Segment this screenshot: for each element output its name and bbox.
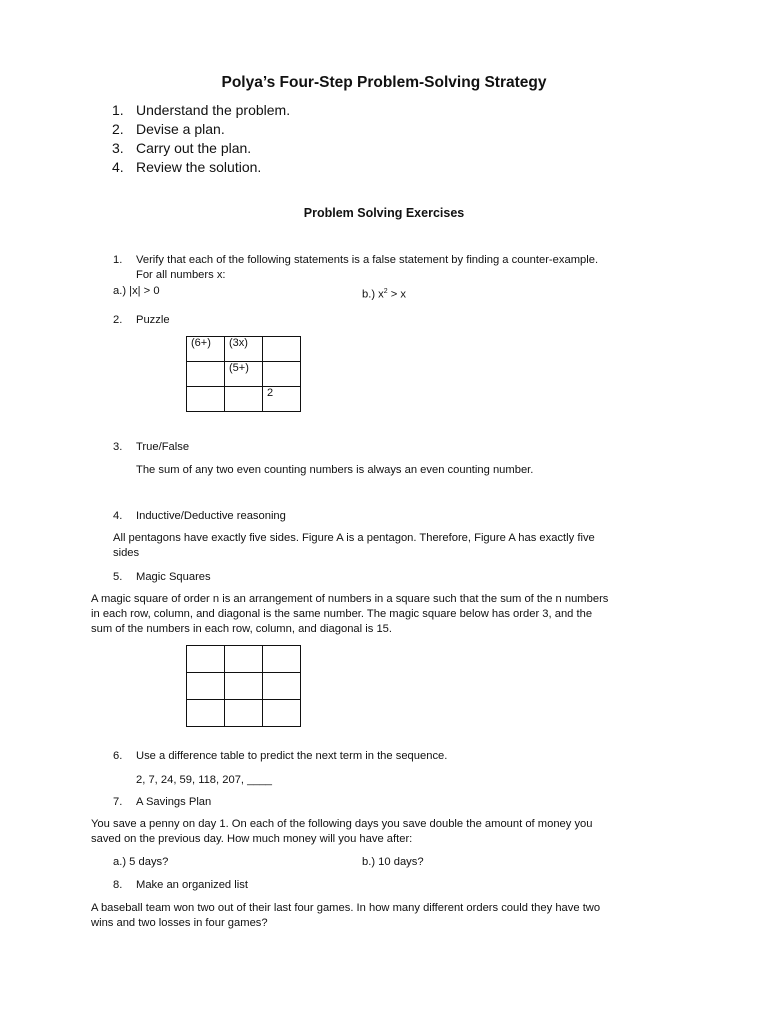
exercise-5-line2: in each row, column, and diagonal is the same number. The magic square below has order 3, and the <box>91 608 593 620</box>
list-item: 1. Understand the problem. <box>112 102 291 118</box>
grid-cell <box>263 700 301 727</box>
exercise-3-text: The sum of any two even counting numbers is always an even counting number. <box>136 464 534 476</box>
steps-list <box>112 101 290 177</box>
grid-cell <box>263 337 301 362</box>
section-title: Problem Solving Exercises <box>303 206 465 220</box>
grid-cell <box>263 673 301 700</box>
exercise-8-line2: wins and two losses in four games? <box>91 917 268 929</box>
list-item: 2. Devise a plan. <box>112 121 225 137</box>
grid-cell <box>187 362 225 387</box>
grid-cell <box>225 387 263 412</box>
grid-cell: (6+) <box>187 337 225 362</box>
grid-cell: (3x) <box>225 337 263 362</box>
exercise-7-line1: You save a penny on day 1. On each of the following days you save double the amount of money you <box>91 818 593 830</box>
exercise-7-part-a: a.) 5 days? <box>113 856 169 868</box>
page-title: Polya’s Four-Step Problem-Solving Strategy <box>221 74 547 91</box>
grid-cell: 2 <box>263 387 301 412</box>
grid-cell <box>263 646 301 673</box>
grid-cell <box>187 673 225 700</box>
exercise-1-line2: For all numbers x: <box>136 269 226 281</box>
exercise-7-part-b: b.) 10 days? <box>362 856 424 868</box>
exercise-6-sequence: 2, 7, 24, 59, 118, 207, ____ <box>136 774 273 786</box>
grid-cell <box>225 673 263 700</box>
grid-cell <box>225 700 263 727</box>
list-item: 4. Review the solution. <box>112 159 262 175</box>
grid-cell <box>225 646 263 673</box>
exercise-4-line1: All pentagons have exactly five sides. Figure A is a pentagon. Therefore, Figure A has exactly five <box>113 532 595 544</box>
exercise-5-line1: A magic square of order n is an arrangement of numbers in a square such that the sum of the n numbers <box>91 593 609 605</box>
grid-cell <box>263 362 301 387</box>
exercise-4-line2: sides <box>113 547 140 559</box>
grid-cell: (5+) <box>225 362 263 387</box>
exercise-5-line3: sum of the numbers in each row, column, and diagonal is 15. <box>91 623 392 635</box>
exercise-8-line1: A baseball team won two out of their last four games. In how many different orders could they have two <box>91 902 601 914</box>
grid-cell <box>187 700 225 727</box>
exercise-7-line2: saved on the previous day. How much money will you have after: <box>91 833 413 845</box>
exercise-1-part-a: a.) |x| > 0 <box>113 285 160 297</box>
list-item: 3. Carry out the plan. <box>112 140 252 156</box>
grid-cell <box>187 387 225 412</box>
magic-square-grid <box>186 645 301 727</box>
puzzle-grid <box>186 336 301 412</box>
grid-cell <box>187 646 225 673</box>
exercise-1-part-b: b.) $x^2 > x$ <box>362 288 407 301</box>
